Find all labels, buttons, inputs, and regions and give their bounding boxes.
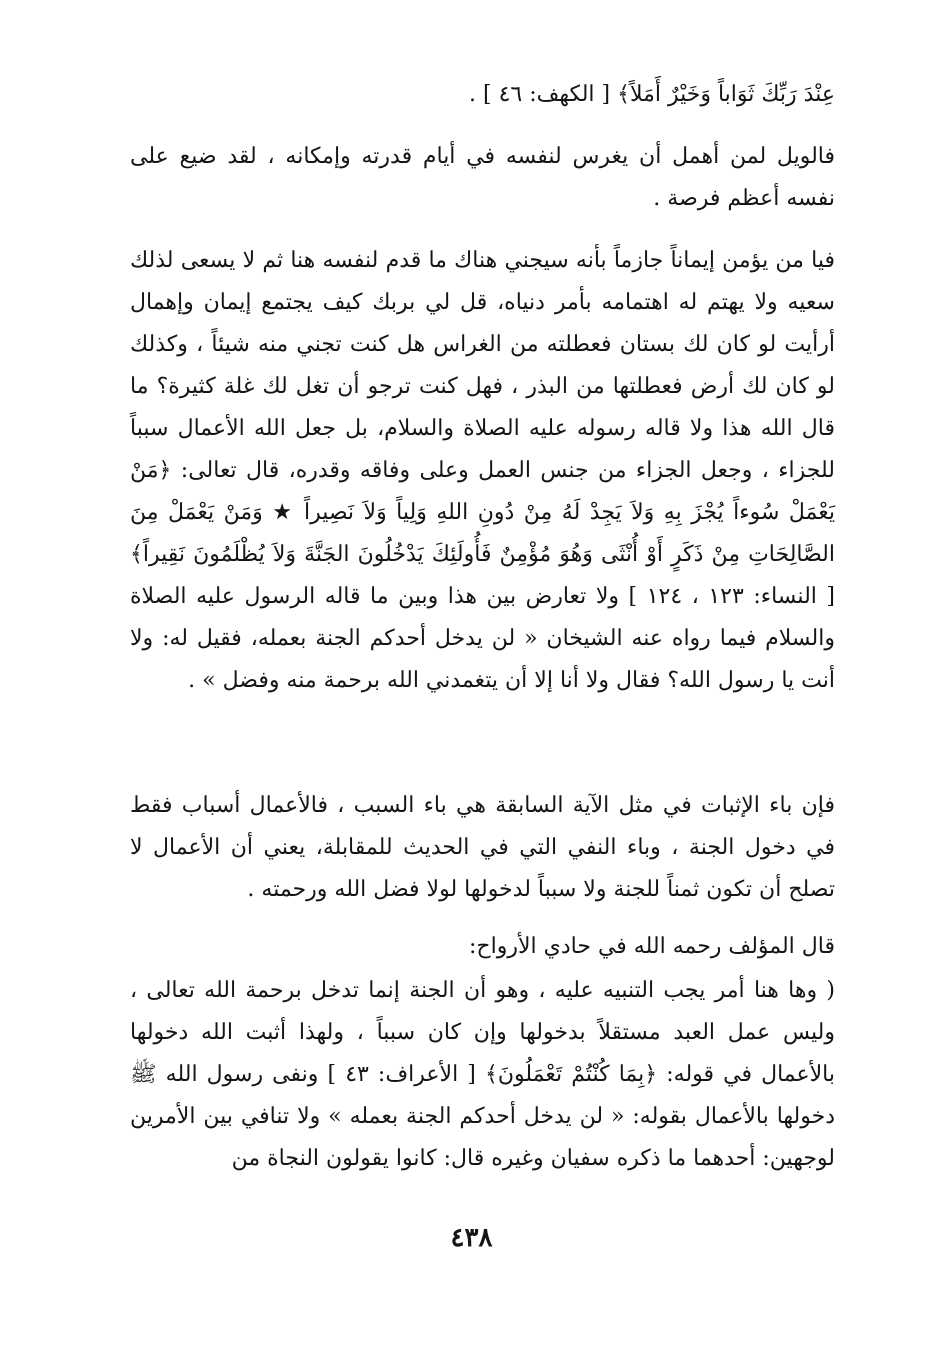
paragraph-4: فإن باء الإثبات في مثل الآية السابقة هي باء السبب ، فالأعمال أسباب فقط في دخول الجنة ، وباء النفي التي في الحديث للمقابلة، يعني أن الأعمال لا تصلح أن تكون ثمناً للجنة ولا سبباً لدخولها لولا فضل الله ورحمته . [130,793,835,902]
paragraph-faith-and-neglect [130,240,835,702]
paragraph-author-quote-intro [130,926,835,968]
paragraph-5: قال المؤلف رحمه الله في حادي الأرواح: [469,934,835,959]
paragraph-ba-of-cause [130,785,835,911]
page-number: ٤٣٨ [450,1223,493,1253]
quran-verse-ending [130,74,835,116]
paragraph-3: فيا من يؤمن إيماناً جازماً بأنه سيجني هناك ما قدم لنفسه هنا ثم لا يسعى لذلك سعيه ولا يهتم له اهتمامه بأمر دنياه، قل لي بربك كيف يجتمع إيمان وإهمال أرأيت لو كان لك بستان فعطلته من الغراس هل كنت تجني منه شيئاً ، وكذلك لو كان لك أرض فعطلتها من البذر ، فهل كنت ترجو أن تغل لك غلة كثيرة؟ ما قال الله هذا ولا قاله رسوله عليه الصلاة والسلام، بل جعل الله الأعمال سبباً للجزاء ، وجعل الجزاء من جنس العمل وعلى وفاقه وقدره، قال تعالى: ﴿مَنْ يَعْمَلْ سُوءاً يُجْزَ بِهِ وَلاَ يَجِدْ لَهُ مِنْ دُونِ اللهِ وَلِياً وَلاَ نَصِيراً ★ وَمَنْ يَعْمَلْ مِنَ الصَّالِحَاتِ مِنْ ذَكَرٍ أَوْ أُنْثَى وَهُوَ مُؤْمِنٌ فَأُولَئِكَ يَدْخُلُونَ الجَنَّةَ وَلاَ يُظْلَمُونَ نَقِيراً﴾ [ النساء: ١٢٣ ، ١٢٤ ] ولا تعارض بين هذا وبين ما قاله الرسول عليه الصلاة والسلام فيما رواه عنه الشيخان « لن يدخل أحدكم الجنة بعمله، فقيل له: ولا أنت يا رسول الله؟ فقال ولا أنا إلا أن يتغمدني الله برحمة منه وفضل » . [130,248,836,693]
paragraph-2: فالويل لمن أهمل أن يغرس لنفسه في أيام قدرته وإمكانه ، لقد ضيع على نفسه أعظم فرصة . [130,144,835,211]
paragraph-woe [130,136,835,220]
paragraph-hadi-al-arwah-quote [130,970,835,1180]
paragraph-1: عِنْدَ رَبِّكَ ثَوَاباً وَخَيْرٌ أَمَلاً﴾ [ الكهف: ٤٦ ] . [469,82,835,107]
paragraph-6: ( وها هنا أمر يجب التنبيه عليه ، وهو أن الجنة إنما تدخل برحمة الله تعالى ، وليس عمل العبد مستقلاً بدخولها وإن كان سبباً ، ولهذا أثبت الله دخولها بالأعمال في قوله: ﴿بِمَا كُنْتُمْ تَعْمَلُونَ﴾ [ الأعراف: ٤٣ ] ونفى رسول الله ﷺ دخولها بالأعمال بقوله: « لن يدخل أحدكم الجنة بعمله » ولا تنافي بين الأمرين لوجهين: أحدهما ما ذكره سفيان وغيره قال: كانوا يقولون النجاة من [130,978,835,1171]
